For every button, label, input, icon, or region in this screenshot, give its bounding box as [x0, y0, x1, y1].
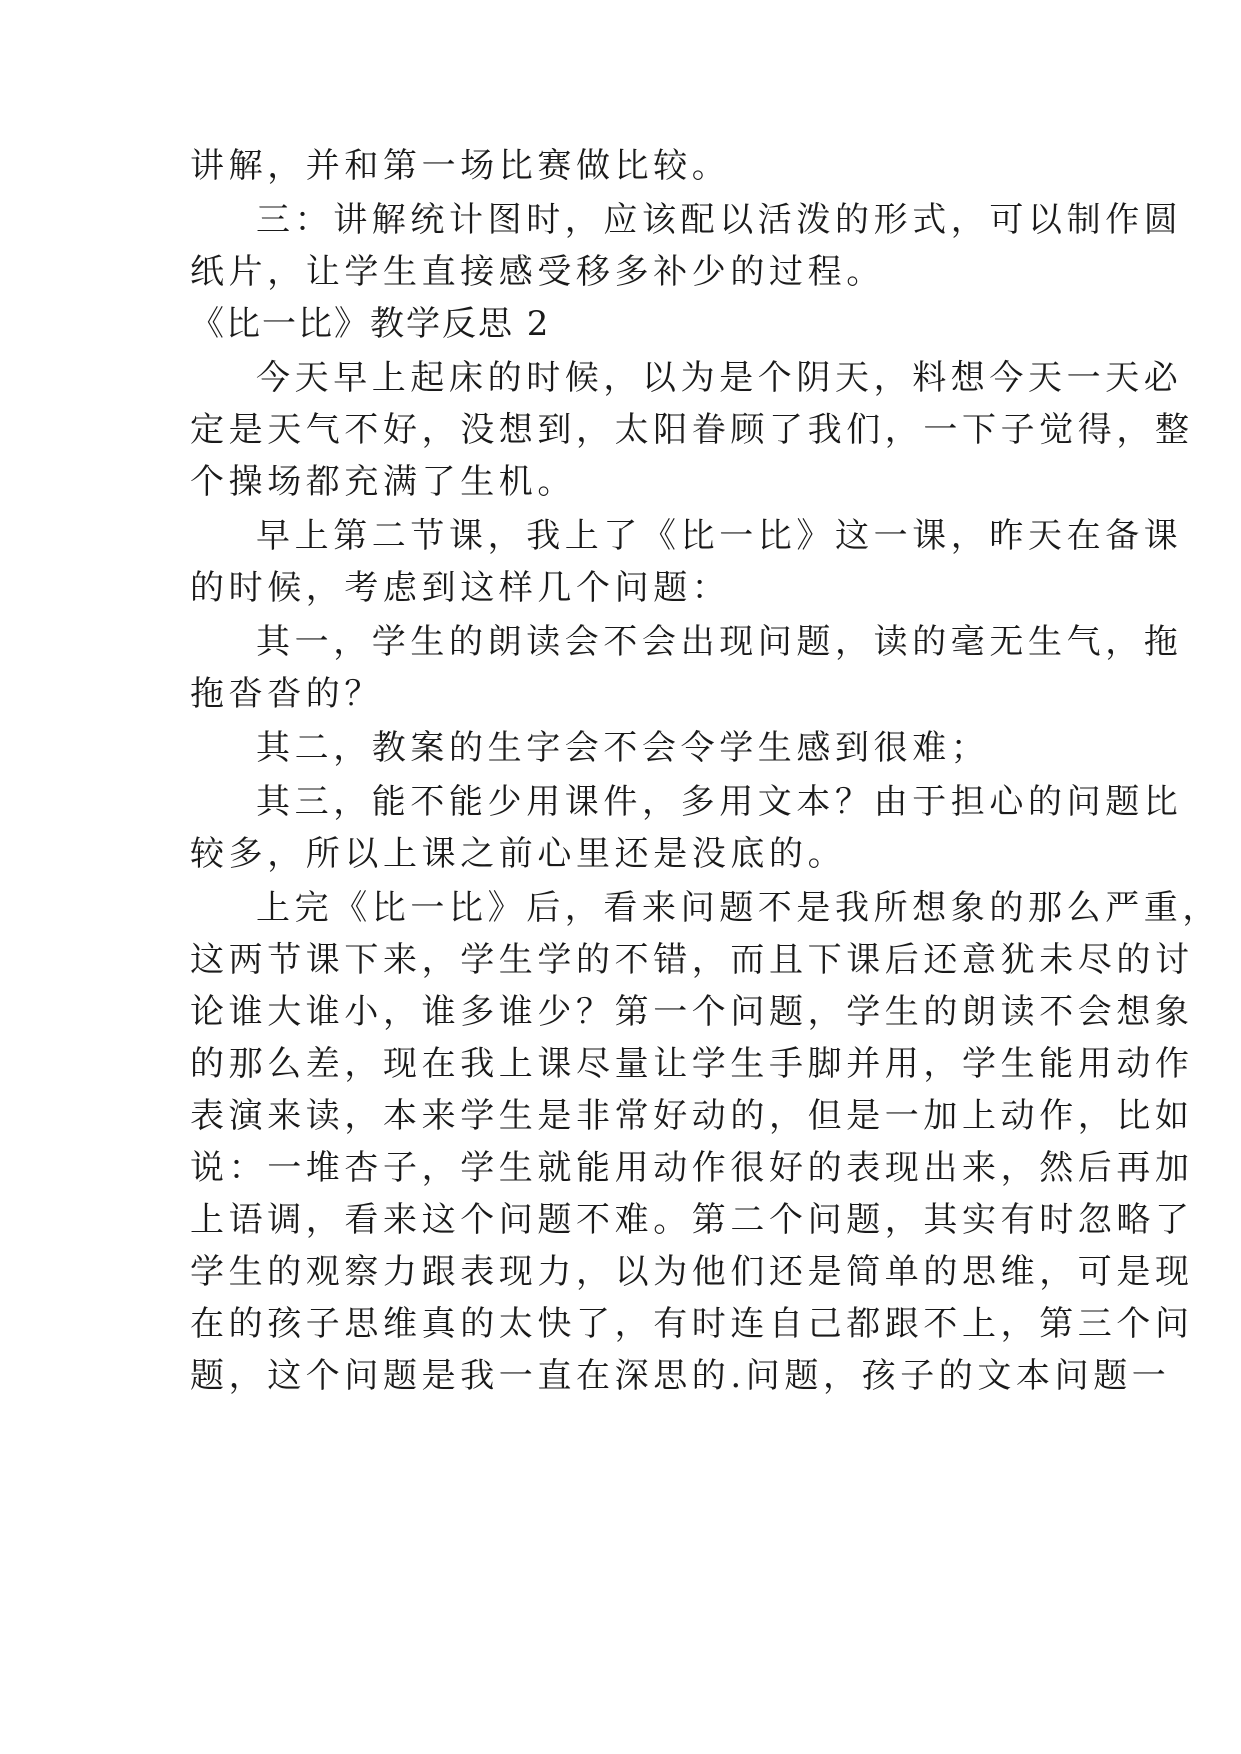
paragraph-line: 讲解，并和第一场比赛做比较。: [190, 146, 731, 186]
document-page: [190, 0, 1221, 1754]
paragraph-line: 三：讲解统计图时，应该配以活泼的形式，可以制作圆: [256, 200, 1183, 240]
paragraph-line: 题，这个问题是我一直在深思的.问题，孩子的文本问题一: [190, 1356, 1171, 1396]
paragraph-line: 的那么差，现在我上课尽量让学生手脚并用，学生能用动作: [190, 1044, 1194, 1084]
paragraph-line: 表演来读，本来学生是非常好动的，但是一加上动作，比如: [190, 1096, 1194, 1136]
paragraph-line: 其三，能不能少用课件，多用文本？由于担心的问题比: [256, 782, 1183, 822]
paragraph-line: 这两节课下来，学生学的不错，而且下课后还意犹未尽的讨: [190, 940, 1194, 980]
paragraph-line: 说：一堆杏子，学生就能用动作很好的表现出来，然后再加: [190, 1148, 1194, 1188]
paragraph-line: 定是天气不好，没想到，太阳眷顾了我们，一下子觉得，整: [190, 410, 1194, 450]
paragraph-line: 的时候，考虑到这样几个问题：: [190, 568, 731, 608]
paragraph-line: 个操场都充满了生机。: [190, 462, 576, 502]
paragraph-line: 今天早上起床的时候，以为是个阴天，料想今天一天必: [256, 358, 1183, 398]
paragraph-line: 较多，所以上课之前心里还是没底的。: [190, 834, 847, 874]
paragraph-line: 上语调，看来这个问题不难。第二个问题，其实有时忽略了: [190, 1200, 1194, 1240]
paragraph-line: 在的孩子思维真的太快了，有时连自己都跟不上，第三个问: [190, 1304, 1194, 1344]
paragraph-line: 论谁大谁小，谁多谁少？第一个问题，学生的朗读不会想象: [190, 992, 1194, 1032]
paragraph-line: 学生的观察力跟表现力，以为他们还是简单的思维，可是现: [190, 1252, 1194, 1292]
paragraph-line: 其一，学生的朗读会不会出现问题，读的毫无生气，拖: [256, 622, 1183, 662]
paragraph-line: 早上第二节课，我上了《比一比》这一课，昨天在备课: [256, 516, 1183, 556]
paragraph-line: 拖沓沓的？: [190, 674, 383, 714]
paragraph-line: 上完《比一比》后，看来问题不是我所想象的那么严重，: [256, 888, 1221, 928]
section-heading: 《比一比》教学反思 2: [190, 304, 551, 344]
paragraph-line: 其二，教案的生字会不会令学生感到很难；: [256, 728, 990, 768]
paragraph-line: 纸片，让学生直接感受移多补少的过程。: [190, 252, 885, 292]
